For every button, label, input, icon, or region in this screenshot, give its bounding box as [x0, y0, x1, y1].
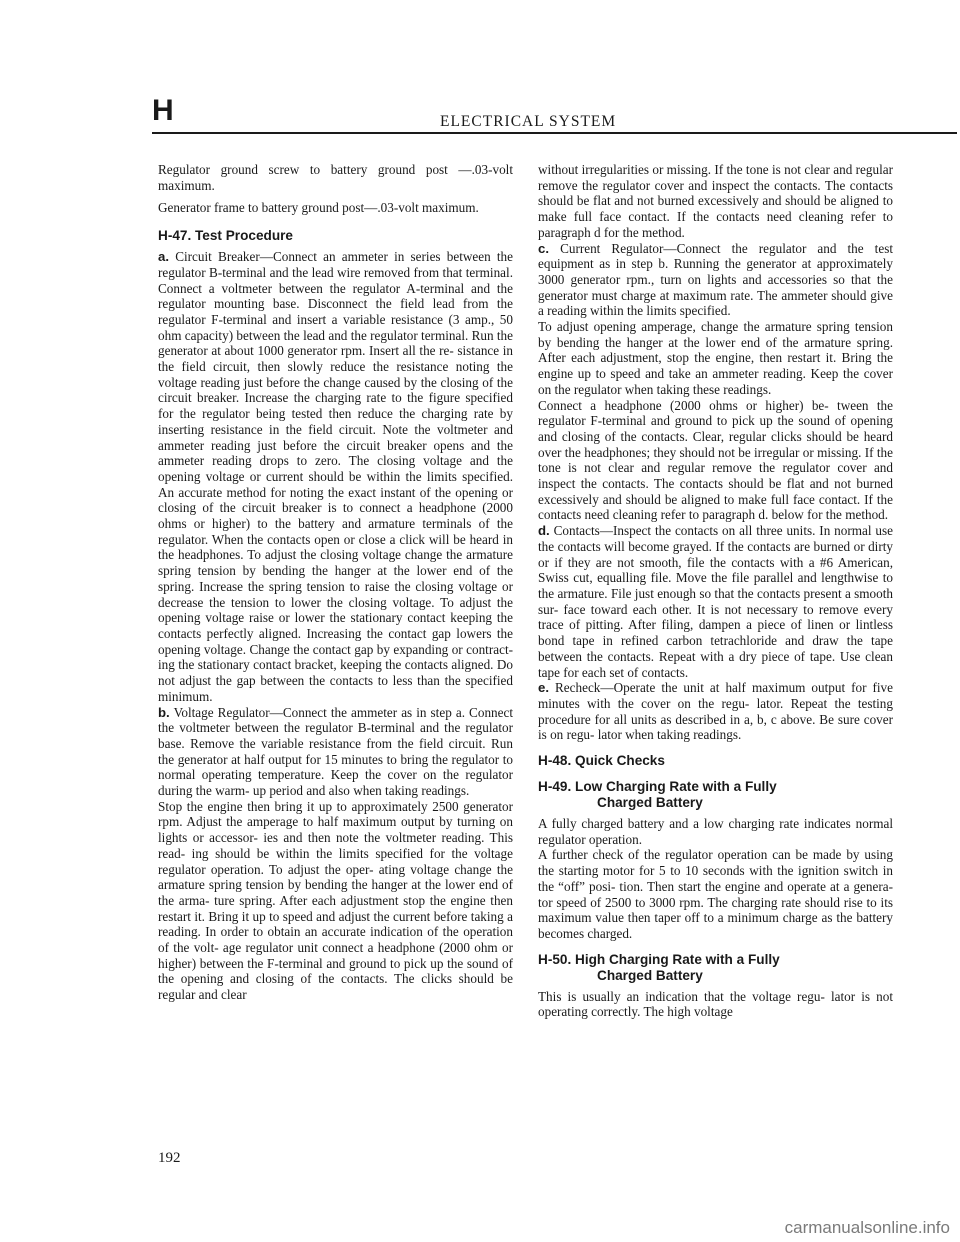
- paragraph-voltage-regulator: [158, 705, 513, 799]
- step-label-c: c.: [538, 240, 549, 256]
- paragraph-opening-amperage: To adjust opening amperage, change the armature spring tension by bending the hanger at the lower end of the armature spring. After each adjustment, stop the engine, then restart it. Bring the engine up to speed and take an ammeter reading. Keep the cover on the regulator when taking these readings.: [538, 319, 893, 397]
- heading-h49-line2: Charged Battery: [597, 795, 703, 811]
- paragraph-high-rate: This is usually an indication that the voltage regu- lator is not operating correctly. The high voltage: [538, 988, 893, 1020]
- paragraph-voltage-regulator-cont: Stop the engine then bring it up to approximately 2500 generator rpm. Adjust the amperage to half maximum output by turning on lights or accessor- ies and then note the voltmeter reading. This read- ing should be within the limits specified for the voltage regulator operation. To adjust the oper- ating voltage change the armature spring tension by bending the hanger at the lower end of the arma- ture spring. After each adjustment stop the engine then restart it. Bring it up to speed and adjust the current before taking a reading. In order to obtain an accurate indication of the operation of the volt- age regulator unit connect a headphone (2000 ohm or higher) between the F-terminal and ground to pick up the sound of the opening and closing of the contacts. The clicks should be regular and clear: [158, 798, 513, 1003]
- step-label-b: b.: [158, 704, 170, 720]
- contacts-text: Contacts—Inspect the contacts on all three units. In normal use the contacts will become grayed. If the contacts are burned or dirty or if they are not smooth, file the contacts with a #6 American, Swiss cut, equalling file. Move the file parallel and lengthwise to the armature. File just enough so that the contacts present a smooth sur- face toward each other. It is not necessary to remove every trace of pitting. After filing, dampen a piece of linen or lintless bond tape in refined carbon tetrachloride and draw the tape between the contacts. Repeat with a dry piece of tape. Use clean tape for each set of contacts.: [538, 523, 894, 680]
- page-number: 192: [158, 1150, 181, 1166]
- paragraph-generator-frame: Generator frame to battery ground post—.03-volt maximum.: [158, 200, 479, 216]
- left-column: [158, 162, 513, 1003]
- header-rule: [152, 132, 957, 134]
- heading-h49: [538, 779, 893, 811]
- paragraph-headphone: Connect a headphone (2000 ohms or higher) be- tween the regulator F-terminal and ground to pick up the sound of opening and closing of the contacts. Clear, regular clicks should be heard over the headphones; they should not be irregular or missing. If the tone is not clear and regular remove the regulator cover and inspect the contacts. The contacts should be flat and not burned excessively and should be aligned to make full face contact. If the contacts need cleaning refer to paragraph d. below for the method.: [538, 397, 893, 523]
- paragraph-ground-screw: Regulator ground screw to battery ground post —.03-volt maximum.: [158, 162, 513, 193]
- paragraph-continued: without irregularities or missing. If the tone is not clear and regular remove the regulator cover and inspect the contacts. The contacts should be flat and not burned excessively and should be aligned to make full face contact. If the contacts need cleaning refer to paragraph d for the method.: [538, 162, 893, 240]
- heading-h50: [538, 952, 893, 984]
- heading-h50-line1: H-50. High Charging Rate with a Fully: [538, 951, 780, 967]
- site-watermark: carmanualsonline.info: [784, 1218, 950, 1237]
- recheck-text: Recheck—Operate the unit at half maximum output for five minutes with the cover on the regu- lator. Repeat the testing procedure for all units as described in a, b, c above. Be sure cover is on regu- lator when taking readings.: [538, 680, 893, 743]
- current-regulator-text: Current Regulator—Connect the regulator and the test equipment as in step b. Running the generator at approximately 3000 generator rpm., turn on lights and accessories so that the generator must charge at maximum rate. The ammeter should give a reading within the limits specified.: [538, 240, 893, 319]
- paragraph-low-rate-1: A fully charged battery and a low charging rate indicates normal regulator operation.: [538, 816, 893, 847]
- heading-h47: H-47. Test Procedure: [158, 228, 293, 244]
- paragraph-circuit-breaker: [158, 249, 513, 704]
- paragraph-low-rate-2: A further check of the regulator operation can be made by using the starting motor for 5 to 10 seconds with the ignition switch in the “off” posi- tion. Then start the engine and operate at a genera- tor speed of 2500 to 3000 rpm. The charging rate should rise to its maximum value then taper off to a minimum charge as the battery becomes charged.: [538, 847, 893, 941]
- step-label-e: e.: [538, 680, 549, 696]
- heading-h48: H-48. Quick Checks: [538, 753, 665, 769]
- running-title: ELECTRICAL SYSTEM: [440, 113, 617, 130]
- section-letter: H: [152, 94, 174, 127]
- heading-h49-line1: H-49. Low Charging Rate with a Fully: [538, 779, 777, 795]
- voltage-regulator-text: Voltage Regulator—Connect the ammeter as in step a. Connect the voltmeter between the regulator B-terminal and the regulator base. Remove the variable resistance from the field circuit. Run the generator at half output for 15 minutes to bring the regulator to normal operating temperature. Keep the cover on the regulator during the warm- up period and also when taking readings.: [158, 704, 514, 799]
- paragraph-recheck: [538, 680, 893, 743]
- paragraph-current-regulator: [538, 241, 893, 320]
- paragraph-contacts: [538, 523, 893, 680]
- step-label-d: d.: [538, 523, 550, 539]
- right-column: [538, 162, 893, 1020]
- step-label-a: a.: [158, 249, 169, 265]
- heading-h50-line2: Charged Battery: [597, 967, 703, 983]
- circuit-breaker-text: Circuit Breaker—Connect an ammeter in series between the regulator B-terminal and the lead wire removed from that terminal. Connect a voltmeter between the regulator A-terminal and the regulator mounting base. Disconnect the field lead from the regulator F-terminal and insert a variable resistance (3 amp., 50 ohm capacity) between the lead and the regulator terminal. Run the generator at about 1000 generator rpm. Insert all the re- sistance in the field circuit, then slowly reduce the resistance noting the voltage reading just before the change caused by the closing of the circuit breaker. Increase the charging rate to the figure specified for the regulator being tested then reduce the charging rate by inserting resistance in the field circuit. Note the voltmeter and ammeter reading just before the circuit breaker opens and the ammeter reading drops to zero. The closing voltage and the opening voltage or current should be within the limits specified. An accurate method for noting the exact instant of the opening or closing of the circuit breaker is to connect a headphone (2000 ohms or higher) to the battery and armature terminals of the regulator. When the contacts open or close a click will be heard in the headphones. To adjust the closing voltage change the armature spring tension by bending the hanger at the lower end of the spring. Increase the spring tension to raise the closing voltage or decrease the tension to lower the closing voltage. To adjust the opening voltage raise or lower the stationary contact keeping the contacts perfectly aligned. Increasing the contact gap lowers the opening voltage. Change the contact gap by expanding or contract- ing the stationary contact bracket, keeping the contacts aligned. Do not adjust the gap between the contacts to less than the specified minimum.: [158, 249, 513, 704]
